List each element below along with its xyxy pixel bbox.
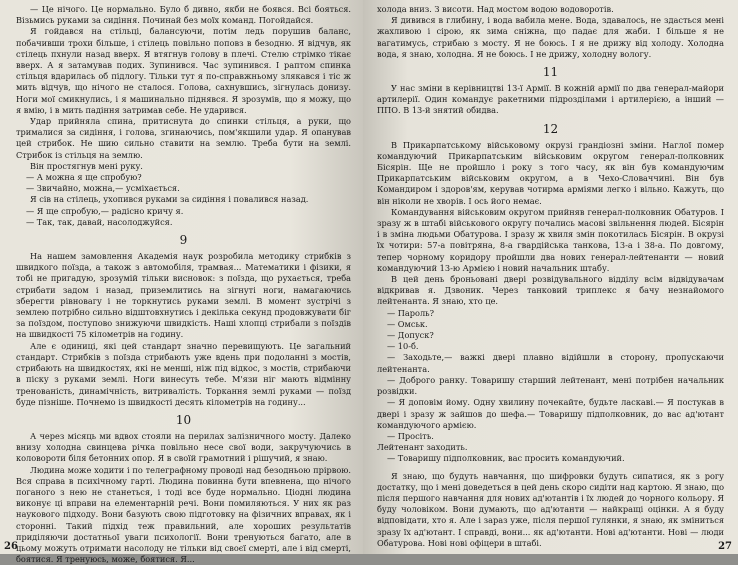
chapter-heading-10: 10	[175, 412, 192, 427]
paragraph: — Це нічого. Це нормально. Було б дивно, якби не боявся. Всі бояться. Візьмись руками за сидіння. Починай без моїх команд. Погойдайся.	[16, 4, 351, 26]
dialogue-line: — Я ще спробую,— радісно кричу я.	[26, 205, 184, 216]
dialogue-line: — Пароль?	[387, 307, 435, 318]
dialogue-line: — Омськ.	[387, 318, 428, 329]
paragraph: Я знаю, що будуть навчання, що шифровки будуть сипатися, як з рогу достатку, що і мені доведеться в цей день скоро сидіти над картою. Я знаю, що після першого навчання для нових ад'ютантів і їх людей до чорного кольору. Я буду чоловіком. Вони думають, що ад'ютанти — найкращі оцінки. А я буду відповідати, хто я. Але і зараз уже, після першої гулянки, я знаю, як зміниться зразу їх ад'ютант. І справді, вони... як ад'ютанти. Нові ад'ютанти. Нові — люди Обатурова. Нові нові офіцери в штабі.	[377, 470, 724, 548]
page-number: 27	[718, 541, 732, 552]
dialogue-line: — Допуск?	[387, 330, 434, 341]
paragraph: На нашем замовлення Академія наук розробила методику стрибків з швидкого поїзда, а також з автомобіля, трамвая... Математики і фізики, я тобі не пригадую, зрозумій тільки висновок: з поїзда, що рухається, треба стрибати задом і назад, приземлитись на зігнуті ноги, намагаючись зберегти рівновагу і не торкнутись руками землі. В момент зустрічі з землею потрібно сильно відштовхнутись і декілька секунд продовжувати біг за поїздом, поступово знижуючи швидкість. Наші хлопці стрибали з поїздів на швидкості 75 кілометрів на годину.	[16, 251, 351, 340]
dialogue-line: — Так, так, давай, насолоджуйся.	[26, 216, 173, 227]
paragraph: холода вниз. З висоти. Над мостом водою водоворотів.	[377, 4, 614, 14]
dialogue-line: — А можна я ще спробую?	[26, 172, 142, 183]
dialogue-line: — Заходьте,— важкі двері плавно відійшли в сторону, пропускаючи лейтенанта.	[377, 352, 724, 374]
paragraph: В Прикарпатському військовому окрузі грандіозні зміни. Наглої помер командуючий Прикарпатським військовим округом генерал-полковник Бісярін. Ще не пройшло і року з того часу, як він був командуючим Прикарпатським військовим округом, а в Чехо-Словаччині. Він був Командиром і здоров'ям, керував чотирма арміями легко і вільно. Кажуть, що він ніколи не хворів. І ось його немає.	[377, 139, 724, 206]
paragraph: Командування військовим округом прийняв генерал-полковник Обатуров. І зразу ж в штабі військового округу почались масові звільнення людей. Бісярін і в зміна людьми Обатурова. І зразу ж хвиля змін покотилась Бісярін. В окрузі їх чотири: 57-а повітряна, 8-а гвардійська танкова, 13-а і 38-а. По довгому, тепер чорному коридору пройшли два нових генерал-лейтенанти — новий командуючий 13-ю Армією і новий начальник штабу.	[377, 206, 724, 273]
right-page	[363, 0, 738, 554]
left-page	[0, 0, 363, 565]
chapter-heading-11: 11	[542, 65, 559, 80]
chapter-heading-9: 9	[179, 233, 188, 248]
page-number: 26	[4, 541, 18, 552]
paragraph: В цей день броньовані двері розвідувального відділу всім відвідувачам відкривав я. Дзвоник. Через танковий триплекс я бачу незнайомого лейтенанта. Я знаю, хто це.	[377, 274, 724, 307]
left-top-text	[16, 4, 351, 228]
dialogue-line: Лейтенант заходить.	[377, 442, 468, 453]
dialogue-line: — 10-б.	[387, 341, 419, 352]
paragraph: Людина може ходити і по телеграфному проводі над безодньою прірвою. Вся справа в психічному гарті. Людина повинна бути впевнена, що нічого поганого з нею не станеться, і тоді все буде нормально. Ціодні людина виконує ці вправи на елементарній речі. Вони помиляються. У них як раз наукового підходу. Вони базують свою підготовку на фізичних вправах, як і сторонні. Такий підхід теж правильний, але хороших результатів приділяючи достатньої уваги психології. Вони тренуються багато, але в цьому можуть отримати насолоду не тільки від своєї смерті, але і від смерті, боятися. Я тренуюсь, може, боятися. Я...	[16, 464, 351, 565]
paragraph: А через місяць ми вдвох стояли на перилах залізничного мосту. Далеко внизу холодна свинцева річка повільно несе свої води, закручуючись в коловороти біля бетонних опор. Я в своїй грамотний і рішучий, я знаю.	[16, 430, 351, 464]
paragraph: Але є одиниці, які цей стандарт значно перевищують. Це загальний стандарт. Стрибків з поїзда стрибають уже вдень при подоланні з мостів, стрибають на швидкостях, які не менші, ніж під відкос, з мостів, стрибаючи в піску з руками землі. Ноги винесуть тебе. М'язи ніг мають відмінну тренованість, динамічність, витривалість. Торкання землі руками — поїзд буде пізніше. Почнемо із швидкості десять кілометрів на годину...	[16, 340, 351, 407]
paragraph: У нас зміни в керівництві 13-ї Армії. В кожній армії по два генерал-майори артилерії. Один командує ракетними підрозділами і артилерією, а інший — ППО. В 13-й знятий обидва.	[377, 83, 724, 116]
paragraph: Я дивився в глибину, і вода вабила мене. Вода, здавалось, не здасться мені жахливою і сірою, як зима сніжна, що падає для жаби. І більше я не вагатимусь, стрибаю з мосту. Я не боюсь. І я не дрижу від холоду. Холодна вода, я знаю, холодна. Я не боюсь. І не дрижу, холодну вологу.	[377, 15, 724, 59]
chapter-heading-12: 12	[542, 121, 559, 136]
paragraph: Він простягнув мені руку.	[30, 160, 143, 171]
paragraph: Я сів на стілець, ухопився руками за сидіння і повалився назад.	[30, 194, 309, 205]
dialogue-line: — Я доповім йому. Одну хвилину почекайте, будьте ласкаві.— Я постукав в двері і зразу ж зайшов до шефа.— Товаришу підполковник, до вас ад'ютант командуючого армією.	[377, 397, 724, 430]
dialogue-line: — Товаришу підполковник, вас просить командуючий.	[387, 453, 625, 464]
dialogue-line: — Доброго ранку. Товаришу старший лейтенант, мені потрібен начальник розвідки.	[377, 374, 724, 397]
paragraph: Я гойдався на стільці, балансуючи, потім ледь порушив баланс, побачивши трохи більше, і стілець повільно поповз в безодню. Я відчув, як стілець пхнули назад вверх. Я втягнув голову в плечі. Стелю стрімко тікає вверх. А я затамував подих. Зупинився. Час зупинився. І раптом спинка стільця вдарилась об підлогу. Тільки тут я по-справжньому злякався і тіс ж мить відчув, що нічого не сталося. Голова, сахнувшись, зігнулась донизу. Ноги мої смикнулись, і я машинально піднявся. Я зрозумів, що я можу, що я вмію, і в мить падіння затримав себе. Не ударився.	[16, 26, 351, 115]
dialogue-line: — Просіть.	[387, 430, 434, 441]
paragraph: Удар прийняла спина, притиснута до спинки стільця, а руки, що трималися за сидіння, і голова, згинаючись, пом'якшили удар. Я опанував цей стрибок. Не шию сильно ставити на землю. Треба бути на землі. Стрибок із стільця на землю.	[16, 116, 351, 160]
dialogue-line: — Звичайно, можна,— усміхається.	[26, 183, 180, 194]
